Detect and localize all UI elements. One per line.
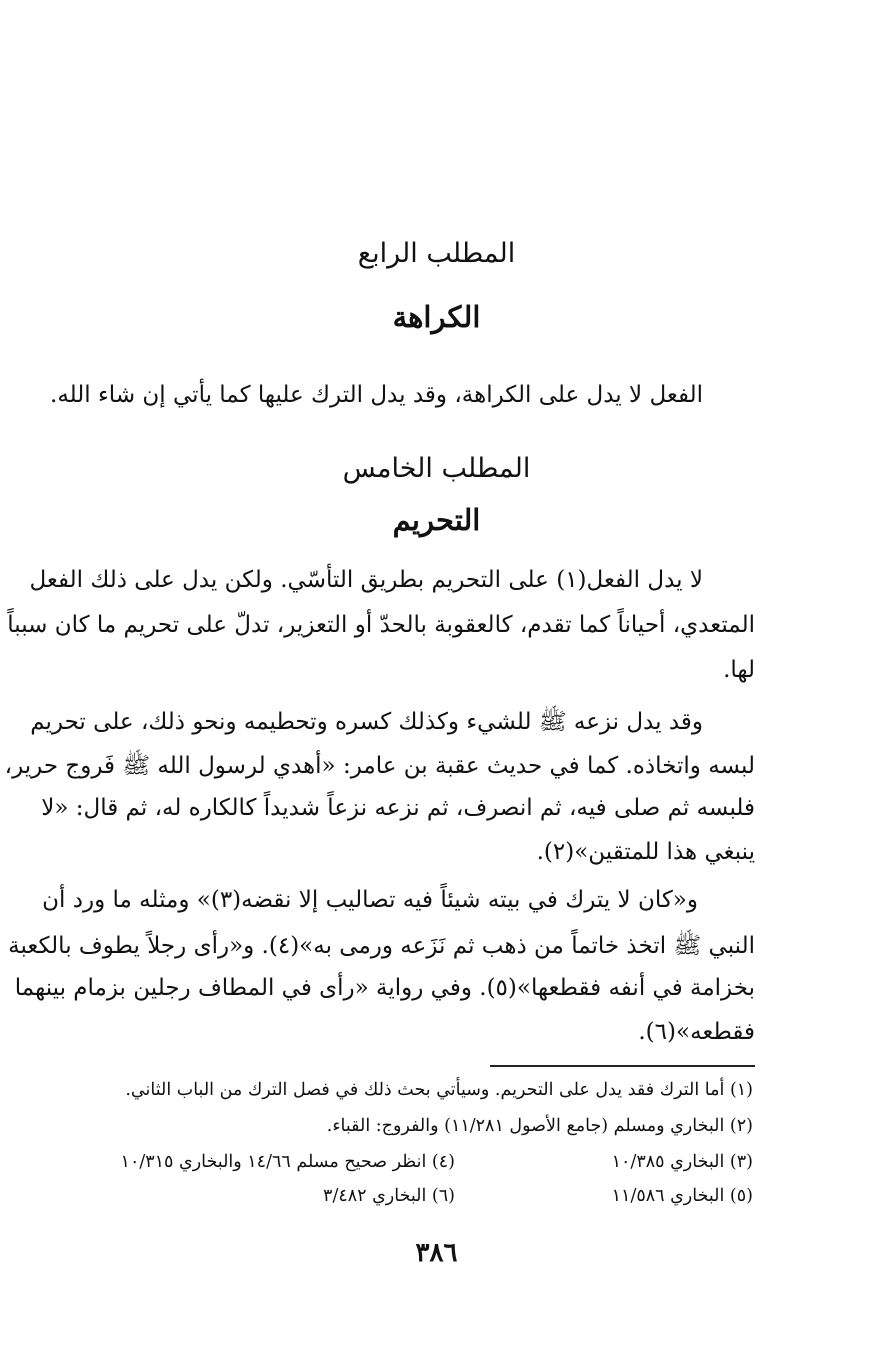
page-number: ٣٨٦ <box>415 1238 458 1268</box>
para3-line2: النبي ﷺ اتخذ خاتماً من ذهب ثم نَزَعه ورمى به»(٤). و«رأى رجلاً يطوف بالكعبة <box>8 933 755 959</box>
section-4-title: المطلب الرابع <box>357 238 516 269</box>
footnote-2: (٢) البخاري ومسلم (جامع الأصول ١١/٢٨١) والفروج: القباء. <box>326 1116 753 1136</box>
footnote-5: (٥) البخاري ١١/٥٨٦ <box>611 1186 753 1206</box>
footnote-1: (١) أما الترك فقد يدل على التحريم. وسيأتي بحث ذلك في فصل الترك من الباب الثاني. <box>125 1080 753 1100</box>
para3-line4: فقطعه»(٦). <box>638 1019 755 1045</box>
footnote-4: (٤) انظر صحيح مسلم ١٤/٦٦ والبخاري ١٠/٣١٥ <box>120 1152 455 1172</box>
section-4-subtitle: الكراهة <box>392 300 481 334</box>
section-5-subtitle: التحريم <box>392 503 481 537</box>
footnote-separator <box>490 1065 755 1067</box>
para2-line4: ينبغي هذا للمتقين»(٢). <box>536 839 755 865</box>
para1-line2: المتعدي، أحياناً كما تقدم، كالعقوبة بالحدّ أو التعزير، تدلّ على تحريم ما كان سبباً <box>7 612 755 638</box>
section-4-text: الفعل لا يدل على الكراهة، وقد يدل الترك عليها كما يأتي إن شاء الله. <box>50 382 703 408</box>
para1-line1: لا يدل الفعل(١) على التحريم بطريق التأسّي. ولكن يدل على ذلك الفعل <box>29 567 703 593</box>
para2-line1: وقد يدل نزعه ﷺ للشيء وكذلك كسره وتحطيمه ونحو ذلك، على تحريم <box>30 709 703 735</box>
para2-line3: فلبسه ثم صلى فيه، ثم انصرف، ثم نزعه نزعاً شديداً كالكاره له، ثم قال: «لا <box>41 795 755 821</box>
para3-line3: بخزامة في أنفه فقطعها»(٥). وفي رواية «رأى في المطاف رجلين بزمام بينهما <box>14 975 755 1001</box>
para2-line2: لبسه واتخاذه. كما في حديث عقبة بن عامر: «أهدي لرسول الله ﷺ فَروج حرير، <box>4 753 755 779</box>
para1-line3: لها. <box>723 657 755 683</box>
para3-line1: و«كان لا يترك في بيته شيئاً فيه تصاليب إلا نقضه(٣)» ومثله ما ورد أن <box>42 887 698 913</box>
footnote-3: (٣) البخاري ١٠/٣٨٥ <box>611 1152 753 1172</box>
footnote-6: (٦) البخاري ٣/٤٨٢ <box>323 1186 455 1206</box>
section-5-title: المطلب الخامس <box>342 453 531 484</box>
